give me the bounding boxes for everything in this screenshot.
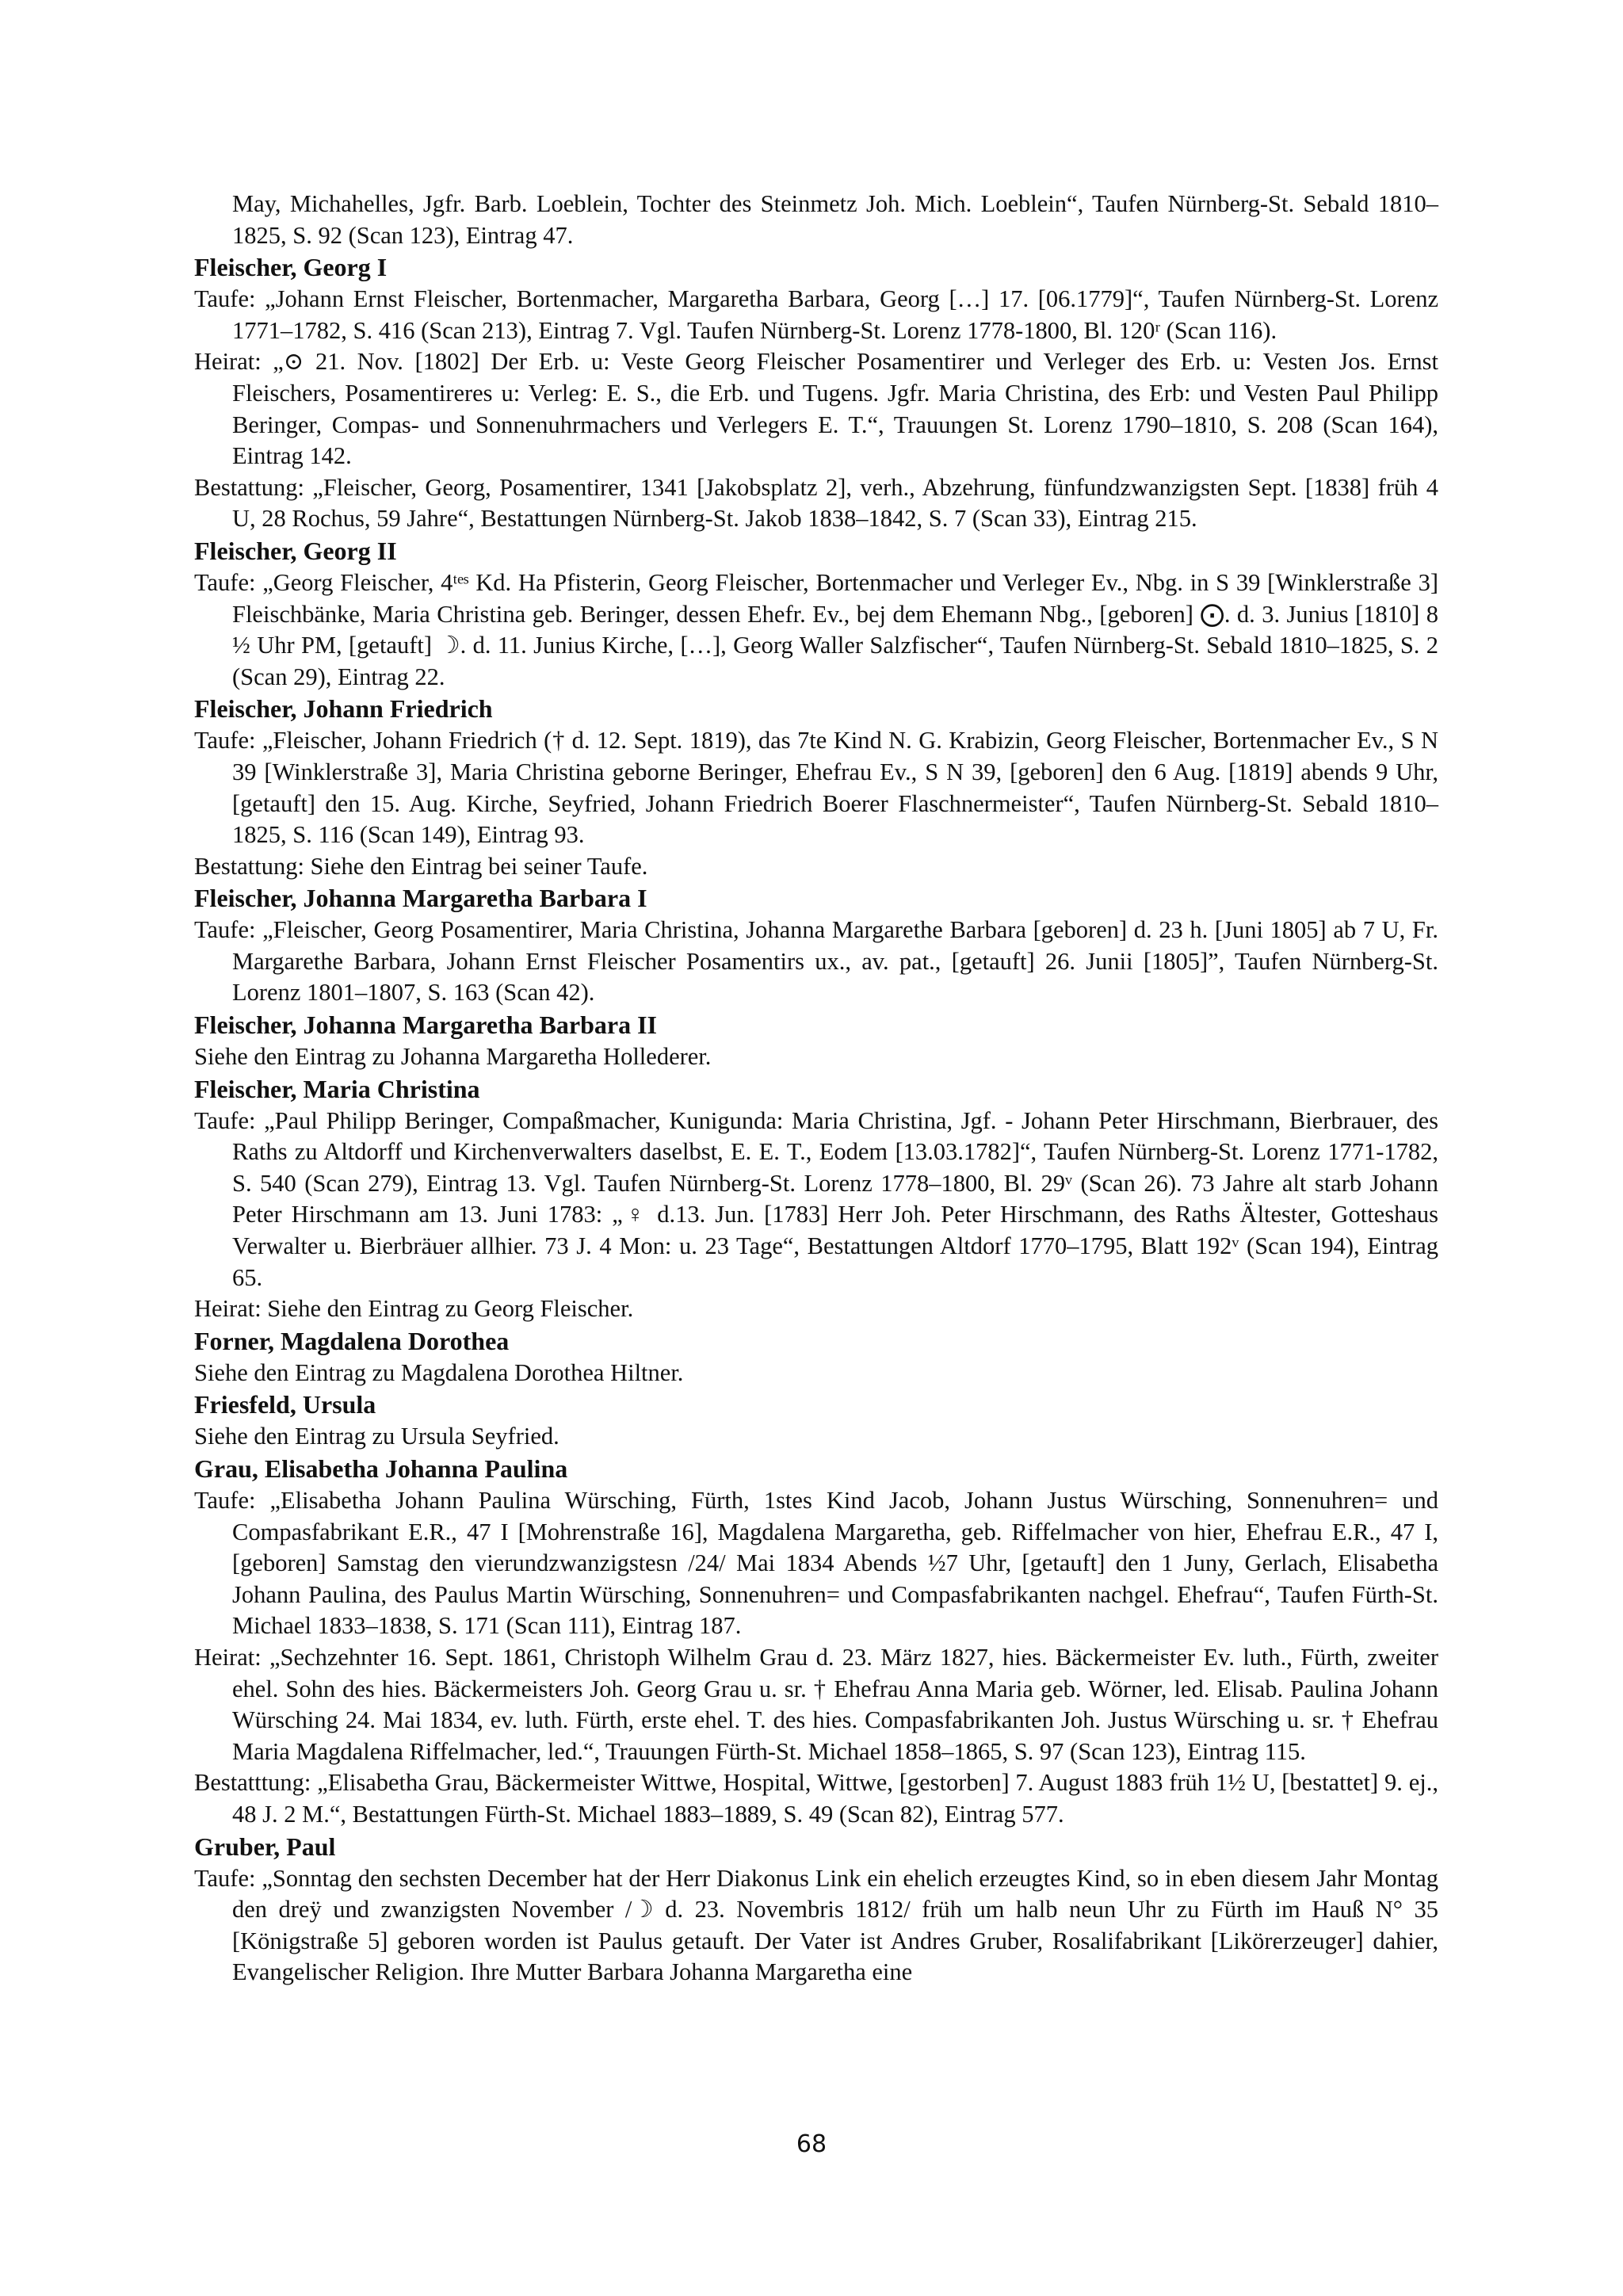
entry-paragraph: Siehe den Eintrag zu Ursula Seyfried.	[194, 1423, 559, 1450]
entry-paragraph: Siehe den Eintrag zu Johanna Margaretha Hollederer.	[194, 1043, 712, 1071]
entry-paragraph: Bestatttung: „Elisabetha Grau, Bäckermeister Wittwe, Hospital, Wittwe, [gestorben] 7. August 1883 früh 1½ U, [bestattet] 9. ej., 48 J. 2 M.“, Bestattungen Fürth-St. Michael 1883–1889, S. 49 (Scan 82), Eintrag 577.	[194, 1769, 1438, 1828]
entry-paragraph: Taufe: „Georg Fleischer, 4ᵗᵉˢ Kd. Ha Pfisterin, Georg Fleischer, Bortenmacher und Verleger Ev., Nbg. in S 39 [Winklerstraße 3] Fleischbänke, Maria Christina geb. Beringer, dessen Ehefr. Ev., bej dem Ehemann Nbg., [geboren] ⨀. d. 3. Junius [1810] 8 ½ Uhr PM, [getauft] ☽. d. 11. Junius Kirche, […], Georg Waller Salzfischer“, Taufen Nürnberg-St. Sebald 1810–1825, S. 2 (Scan 29), Eintrag 22.	[194, 568, 1438, 690]
entry-heading: Fleischer, Johann Friedrich	[194, 694, 493, 724]
entry-heading: Gruber, Paul	[194, 1832, 336, 1861]
entry-paragraph: Taufe: „Elisabetha Johann Paulina Würsching, Fürth, 1stes Kind Jacob, Johann Justus Würsching, Sonnenuhren= und Compasfabrikant E.R., 47 I [Mohrenstraße 16], Magdalena Margaretha, geb. Riffelmacher von hier, Ehefrau E.R., 47 I, [geboren] Samstag den vierundzwanzigstesn /24/ Mai 1834 Abends ½7 Uhr, [getauft] den 1 Juny, Gerlach, Elisabetha Johann Paulina, des Paulus Martin Würsching, Sonnenuhren= und Compasfabrikanten nachgel. Ehefrau“, Taufen Fürth-St. Michael 1833–1838, S. 171 (Scan 111), Eintrag 187.	[194, 1487, 1438, 1640]
entry-heading: Forner, Magdalena Dorothea	[194, 1326, 510, 1355]
page-content	[194, 189, 1438, 1988]
entry-heading: Fleischer, Johanna Margaretha Barbara I	[194, 884, 647, 913]
entry-paragraph: Heirat: „Sechzehnter 16. Sept. 1861, Christoph Wilhelm Grau d. 23. März 1827, hies. Bäckermeister Ev. luth., Fürth, zweiter ehel. Sohn des hies. Bäckermeisters Joh. Georg Grau u. sr. † Ehefrau Anna Maria geb. Wörner, led. Elisab. Paulina Johann Würsching 24. Mai 1834, ev. luth. Fürth, erste ehel. T. des hies. Compasfabrikanten Joh. Justus Würsching u. sr. † Ehefrau Maria Magdalena Riffelmacher, led.“, Trauungen Fürth-St. Michael 1858–1865, S. 97 (Scan 123), Eintrag 115.	[194, 1643, 1438, 1765]
entry-paragraph: Taufe: „Fleischer, Georg Posamentirer, Maria Christina, Johanna Margarethe Barbara [geboren] d. 23 h. [Juni 1805] ab 7 U, Fr. Margarethe Barbara, Johann Ernst Fleischer Posamentirs ux., av. pat., [getauft] 26. Junii [1805]”, Taufen Nürnberg-St. Lorenz 1801–1807, S. 163 (Scan 42).	[194, 916, 1438, 1007]
entry-paragraph: Bestattung: Siehe den Eintrag bei seiner Taufe.	[194, 852, 648, 880]
entry-paragraph: Taufe: „Fleischer, Johann Friedrich († d. 12. Sept. 1819), das 7te Kind N. G. Krabizin, Georg Fleischer, Bortenmacher Ev., S N 39 [Winklerstraße 3], Maria Christina geborne Beringer, Ehefrau Ev., S N 39, [geboren] den 6 Aug. [1819] abends 9 Uhr, [getauft] den 15. Aug. Kirche, Seyfried, Johann Friedrich Boerer Flaschnermeister“, Taufen Nürnberg-St. Sebald 1810–1825, S. 116 (Scan 149), Eintrag 93.	[194, 727, 1438, 849]
entry-paragraph: Heirat: „⊙ 21. Nov. [1802] Der Erb. u: Veste Georg Fleischer Posamentirer und Verleger des Erb. u: Vesten Jos. Ernst Fleischers, Posamentireres u: Verleg: E. S., die Erb. und Tugens. Jgfr. Maria Christina, des Erb: und Vesten Paul Philipp Beringer, Compas- und Sonnenuhrmachers und Verlegers E. T.“, Trauungen St. Lorenz 1790–1810, S. 208 (Scan 164), Eintrag 142.	[194, 348, 1438, 470]
entry-heading: Fleischer, Georg II	[194, 536, 397, 565]
entry-paragraph: May, Michahelles, Jgfr. Barb. Loeblein, Tochter des Steinmetz Joh. Mich. Loeblein“, Taufen Nürnberg-St. Sebald 1810–1825, S. 92 (Scan 123), Eintrag 47.	[232, 190, 1438, 249]
entry-paragraph: Heirat: Siehe den Eintrag zu Georg Fleischer.	[194, 1295, 634, 1323]
entry-heading: Fleischer, Johanna Margaretha Barbara II	[194, 1010, 657, 1040]
entry-heading: Grau, Elisabetha Johanna Paulina	[194, 1454, 568, 1483]
entry-heading: Friesfeld, Ursula	[194, 1390, 376, 1419]
entry-paragraph: Taufe: „Sonntag den sechsten December hat der Herr Diakonus Link ein ehelich erzeugtes Kind, so in eben diesem Jahr Montag den dreÿ und zwanzigsten November /☽ d. 23. Novembris 1812/ früh um halb neun Uhr zu Fürth im Hauß N° 35 [Königstraße 5] geboren worden ist Paulus getauft. Der Vater ist Andres Gruber, Rosalifabrikant [Likörerzeuger] dahier, Evangelischer Religion. Ihre Mutter Barbara Johanna Margaretha eine	[194, 1864, 1438, 1986]
entry-heading: Fleischer, Maria Christina	[194, 1074, 480, 1103]
page-number: 68	[796, 2130, 827, 2158]
entry-paragraph: Siehe den Eintrag zu Magdalena Dorothea Hiltner.	[194, 1358, 684, 1386]
entry-paragraph: Taufe: „Johann Ernst Fleischer, Bortenmacher, Margaretha Barbara, Georg […] 17. [06.1779]“, Taufen Nürnberg-St. Lorenz 1771–1782, S. 416 (Scan 213), Eintrag 7. Vgl. Taufen Nürnberg-St. Lorenz 1778-1800, Bl. 120ʳ (Scan 116).	[194, 285, 1438, 344]
entry-paragraph: Taufe: „Paul Philipp Beringer, Compaßmacher, Kunigunda: Maria Christina, Jgf. - Johann Peter Hirschmann, Bierbrauer, des Raths zu Altdorff und Kirchenverwalters daselbst, E. E. T., Eodem [13.03.1782]“, Taufen Nürnberg-St. Lorenz 1771-1782, S. 540 (Scan 279), Eintrag 13. Vgl. Taufen Nürnberg-St. Lorenz 1778–1800, Bl. 29ᵛ (Scan 26). 73 Jahre alt starb Johann Peter Hirschmann am 13. Juni 1783: „♀ d.13. Jun. [1783] Herr Joh. Peter Hirschmann, des Raths Ältester, Gotteshaus Verwalter u. Bierbräuer allhier. 73 J. 4 Mon: u. 23 Tage“, Bestattungen Altdorf 1770–1795, Blatt 192ᵛ (Scan 194), Eintrag 65.	[194, 1106, 1438, 1291]
entry-heading: Fleischer, Georg I	[194, 253, 388, 282]
entry-paragraph: Bestattung: „Fleischer, Georg, Posamentirer, 1341 [Jakobsplatz 2], verh., Abzehrung, fünfundzwanzigsten Sept. [1838] früh 4 U, 28 Rochus, 59 Jahre“, Bestattungen Nürnberg-St. Jakob 1838–1842, S. 7 (Scan 33), Eintrag 215.	[194, 473, 1438, 533]
